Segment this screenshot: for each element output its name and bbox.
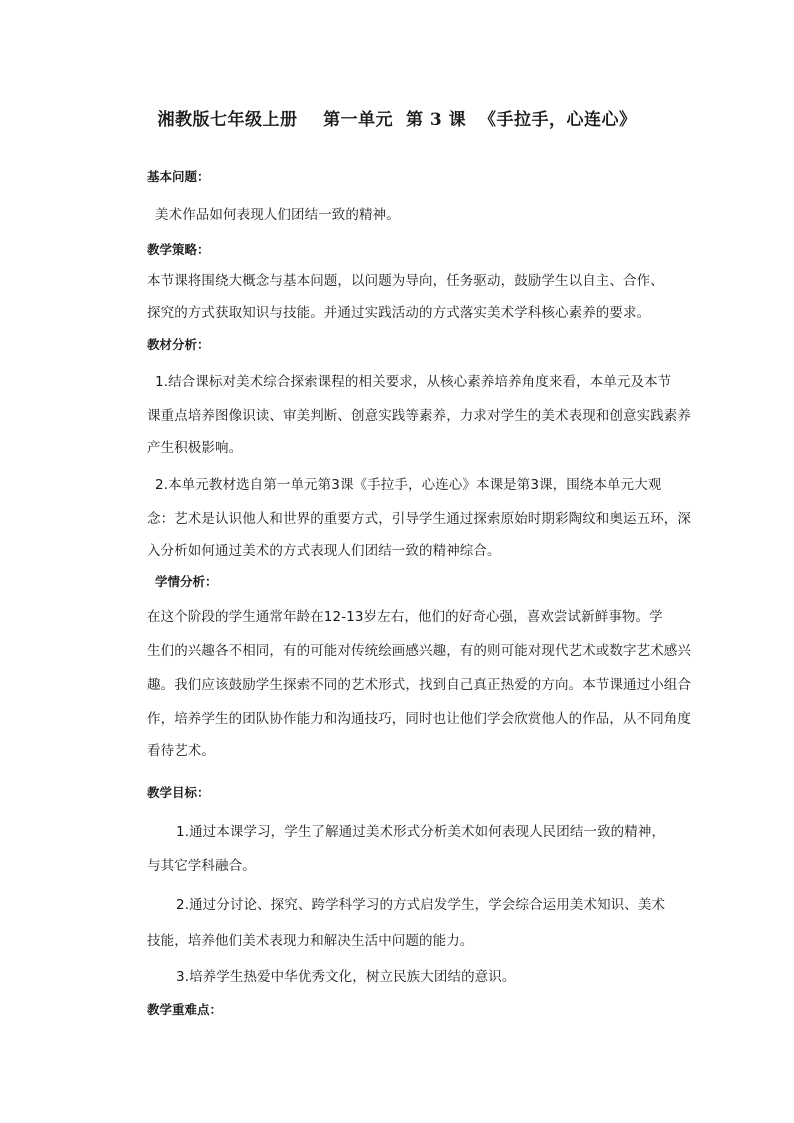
- heading-strategy: 教学策略：: [147, 242, 210, 257]
- paragraph-line: 生们的兴趣各不相同，有的可能对传统绘画感兴趣，有的则可能对现代艺术或数字艺术感兴: [147, 643, 691, 659]
- paragraph-line: 2.本单元教材选自第一单元第3课《手拉手，心连心》本课是第3课，围绕本单元大观: [155, 477, 662, 493]
- heading-students: 学情分析：: [155, 574, 218, 589]
- paragraph-line: 念：艺术是认识他人和世界的重要方式，引导学生通过探索原始时期彩陶纹和奥运五环，深: [147, 511, 691, 527]
- heading-material: 教材分析：: [147, 337, 210, 352]
- paragraph-line: 看待艺术。: [147, 743, 215, 759]
- paragraph-line: 美术作品如何表现人们团结一致的精神。: [155, 207, 400, 223]
- paragraph-line: 作，培养学生的团队协作能力和沟通技巧，同时也让他们学会欣赏他人的作品，从不同角度: [147, 711, 691, 727]
- paragraph-line: 1.结合课标对美术综合探索课程的相关要求，从核心素养培养角度来看，本单元及本节: [155, 374, 672, 390]
- paragraph-line: 入分析如何通过美术的方式表现人们团结一致的精神综合。: [147, 543, 501, 559]
- paragraph-line: 本节课将围绕大概念与基本问题，以问题为导向，任务驱动，鼓励学生以自主、合作、: [147, 273, 664, 289]
- heading-basic-question: 基本问题：: [147, 169, 210, 184]
- paragraph-line: 技能，培养他们美术表现力和解决生活中问题的能力。: [147, 933, 474, 949]
- paragraph-line: 1.通过本课学习，学生了解通过美术形式分析美术如何表现人民团结一致的精神，: [176, 824, 666, 840]
- paragraph-line: 趣。我们应该鼓励学生探索不同的艺术形式，找到自己真正热爱的方向。本节课通过小组合: [147, 677, 691, 693]
- paragraph-line: 产生积极影响。: [147, 440, 243, 456]
- paragraph-line: 探究的方式获取知识与技能。并通过实践活动的方式落实美术学科核心素养的要求。: [147, 305, 651, 321]
- heading-key-points: 教学重难点：: [147, 1002, 223, 1017]
- document-title: 湘教版七年级上册 第一单元 第 3 课 《手拉手，心连心》: [157, 110, 637, 130]
- paragraph-line: 2.通过分讨论、探究、跨学科学习的方式启发学生，学会综合运用美术知识、美术: [176, 897, 666, 913]
- paragraph-line: 在这个阶段的学生通常年龄在12-13岁左右，他们的好奇心强，喜欢尝试新鲜事物。学: [147, 609, 663, 625]
- heading-objectives: 教学目标：: [147, 785, 210, 800]
- paragraph-line: 与其它学科融合。: [147, 858, 256, 874]
- paragraph-line: 课重点培养图像识读、审美判断、创意实践等素养，力求对学生的美术表现和创意实践素养: [147, 408, 691, 424]
- paragraph-line: 3.培养学生热爱中华优秀文化，树立民族大团结的意识。: [176, 969, 516, 985]
